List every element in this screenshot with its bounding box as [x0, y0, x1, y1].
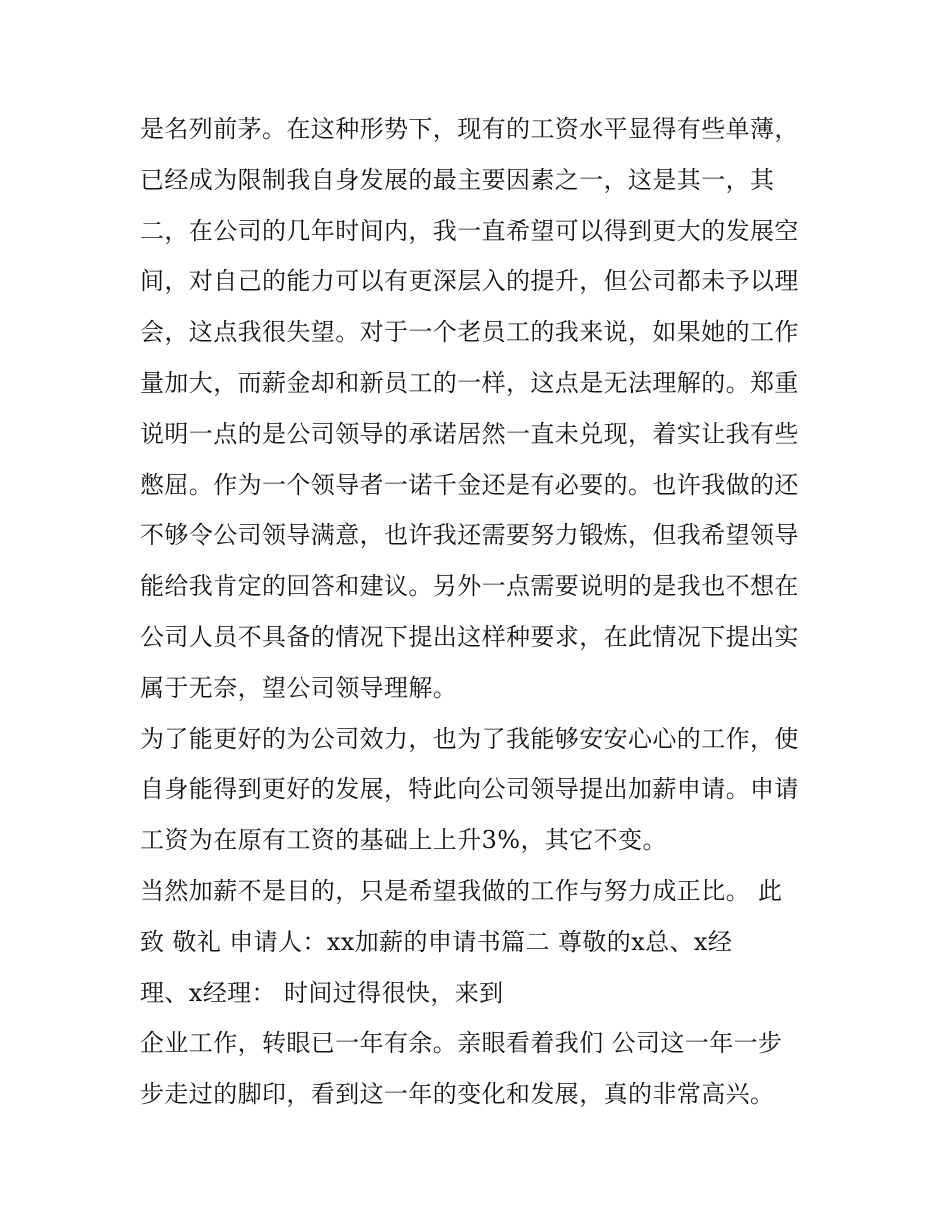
text-line: 致 敬礼 申请人：xx加薪的申请书篇二 尊敬的x总、x经 — [140, 927, 733, 956]
text-line: 能给我肯定的回答和建议。另外一点需要说明的是我也不想在 — [140, 572, 799, 601]
text-line: 是名列前茅。在这种形势下，现有的工资水平显得有些单薄， — [140, 115, 799, 143]
text-line: 步走过的脚印，看到这一年的变化和发展，真的非常高兴。 — [140, 1080, 775, 1109]
text-line: 不够令公司领导满意，也许我还需要努力锻炼，但我希望领导 — [140, 521, 799, 550]
text-line: 间，对自己的能力可以有更深层入的提升，但公司都未予以理 — [140, 267, 799, 296]
text-line: 憋屈。作为一个领导者一诺千金还是有必要的。也许我做的还 — [140, 470, 799, 499]
text-line: 公司人员不具备的情况下提出这样种要求，在此情况下提出实 — [140, 622, 799, 651]
text-line: 当然加薪不是目的，只是希望我做的工作与努力成正比。 此 — [140, 876, 783, 905]
text-line: 属于无奈，望公司领导理解。 — [140, 673, 458, 702]
text-line: 企业工作，转眼已一年有余。亲眼看着我们 公司这一年一步 — [140, 1029, 783, 1058]
document-body — [140, 104, 840, 1120]
text-line: 自身能得到更好的发展，特此向公司领导提出加薪申请。申请 — [140, 775, 799, 804]
text-line: 理、x经理： 时间过得很快，来到 — [140, 978, 504, 1007]
text-line: 工资为在原有工资的基础上上升3%，其它不变。 — [140, 826, 667, 855]
text-line: 二，在公司的几年时间内，我一直希望可以得到更大的发展空 — [140, 216, 799, 245]
text-line: 量加大，而薪金却和新员工的一样，这点是无法理解的。郑重 — [140, 368, 799, 397]
text-line: 会，这点我很失望。对于一个老员工的我来说，如果她的工作 — [140, 318, 799, 347]
text-line: 说明一点的是公司领导的承诺居然一直未兑现，着实让我有些 — [140, 419, 799, 448]
text-line: 已经成为限制我自身发展的最主要因素之一，这是其一，其 — [140, 165, 775, 194]
text-line: 为了能更好的为公司效力，也为了我能够安安心心的工作，使 — [140, 724, 799, 753]
